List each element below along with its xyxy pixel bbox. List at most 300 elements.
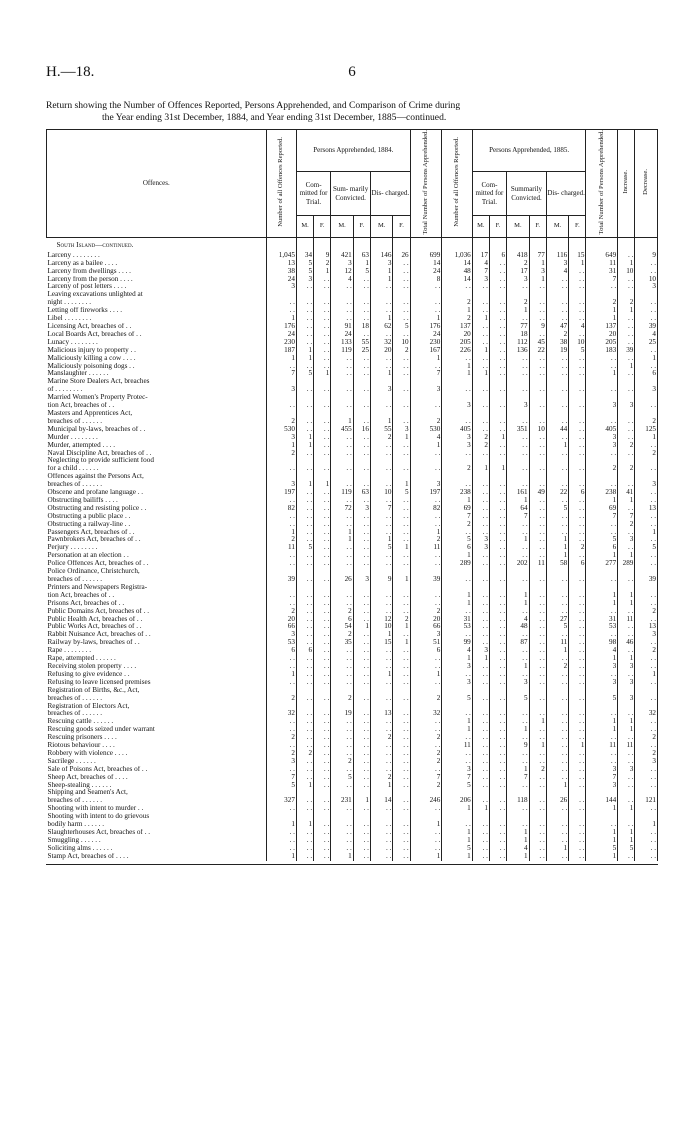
cell-value: . . [569, 315, 586, 323]
cell-value: 1 [353, 623, 370, 631]
cell-value [546, 457, 568, 465]
cell-value: . . [331, 402, 353, 410]
cell-value: . . [410, 513, 442, 521]
offence-label: Robbery with violence . . . . [47, 749, 128, 757]
cell-value: . . [472, 639, 489, 647]
cell-value: . . [314, 631, 331, 639]
cell-value: . . [569, 821, 586, 829]
cell-value: . . [489, 845, 506, 853]
cell-value: 238 [586, 489, 618, 497]
cell-value: 11 [618, 742, 635, 750]
cell-value: . . [353, 402, 370, 410]
cell-value: 1 [618, 837, 635, 845]
table-row [47, 576, 658, 584]
offence-label: Licensing Act, breaches of . . [47, 323, 132, 331]
cell-value: . . [635, 347, 658, 355]
cell-value: 15 [569, 252, 586, 260]
section-label: South Island—continued. [56, 240, 134, 249]
cell-value: . . [393, 797, 410, 805]
cell-value: . . [370, 758, 392, 766]
cell-value: 1 [586, 370, 618, 378]
cell-value: . . [546, 608, 568, 616]
cell-value: . . [489, 695, 506, 703]
table-row [47, 370, 658, 378]
cell-value: . . [331, 497, 353, 505]
cell-value: 1 [393, 481, 410, 489]
cell-value: . . [546, 671, 568, 679]
cell-value: . . [314, 766, 331, 774]
cell-value: . . [472, 481, 489, 489]
cell-value: . . [546, 307, 568, 315]
cell-value [353, 687, 370, 695]
offence-label: Stamp Act, breaches of . . . . [47, 852, 129, 860]
cell-value [507, 291, 529, 299]
cell-value: 16 [353, 426, 370, 434]
cell-value: . . [410, 766, 442, 774]
cell-value: . . [489, 671, 506, 679]
cell-value: 2 [331, 695, 353, 703]
cell-value: . . [353, 386, 370, 394]
cell-value: . . [314, 552, 331, 560]
cell-value: 3 [586, 782, 618, 790]
cell-value: . . [266, 679, 296, 687]
cell-value: . . [472, 718, 489, 726]
cell-value [370, 457, 392, 465]
cell-value: . . [546, 758, 568, 766]
cell-value [331, 473, 353, 481]
cell-value: 1 [618, 726, 635, 734]
cell-value: . . [569, 536, 586, 544]
cell-value [393, 703, 410, 711]
cell-value: . . [489, 782, 506, 790]
cell-value: 1 [370, 631, 392, 639]
cell-value [296, 703, 313, 711]
cell-value: . . [331, 521, 353, 529]
table-row [47, 521, 658, 529]
cell-value: . . [472, 307, 489, 315]
cell-value: . . [331, 513, 353, 521]
cell-value: . . [472, 671, 489, 679]
table-row [47, 402, 658, 410]
offence-label: Rescuing goods seized under warrant [47, 726, 155, 734]
cell-value: . . [546, 434, 568, 442]
decrease-header: Decrease. [635, 130, 658, 238]
cell-value: 1,036 [442, 252, 472, 260]
cell-value: . . [529, 616, 546, 624]
cell-value: 1 [370, 782, 392, 790]
offence-label: Masters and Apprentices Act, [47, 409, 133, 417]
cell-value: . . [635, 592, 658, 600]
offence-label: Marine Store Dealers Act, breaches [47, 378, 150, 386]
cell-value [442, 394, 472, 402]
cell-value: 2 [618, 299, 635, 307]
cell-value: . . [618, 434, 635, 442]
cell-value: 10 [370, 623, 392, 631]
cell-value: 4 [507, 845, 529, 853]
offence-label: Malicious injury to property . . [47, 346, 136, 354]
cell-value: . . [296, 307, 313, 315]
cell-value [529, 813, 546, 821]
cell-value: . . [296, 363, 313, 371]
cell-value: 87 [507, 639, 529, 647]
cell-value: . . [296, 655, 313, 663]
table-row [47, 378, 658, 386]
cell-value: 1 [472, 370, 489, 378]
cell-value: . . [296, 671, 313, 679]
cell-value [586, 291, 618, 299]
cell-value: . . [314, 837, 331, 845]
cell-value [353, 394, 370, 402]
cell-value: . . [353, 450, 370, 458]
offence-label: Obstructing a public place . . [47, 512, 131, 520]
cell-value: 1 [331, 536, 353, 544]
cell-value: . . [569, 331, 586, 339]
cell-value: . . [569, 386, 586, 394]
cell-value: . . [331, 315, 353, 323]
offence-label: bodily harm . . . . . . [47, 821, 104, 829]
cell-value: 1 [586, 829, 618, 837]
cell-value: . . [296, 529, 313, 537]
offence-label: breaches of . . . . . . [47, 710, 102, 718]
cell-value [635, 394, 658, 402]
table-row [47, 710, 658, 718]
table-row [47, 505, 658, 513]
cell-value [546, 410, 568, 418]
cell-value: 10 [635, 276, 658, 284]
offences-table [46, 129, 658, 861]
cell-value: 2 [635, 418, 658, 426]
cell-value: 64 [507, 505, 529, 513]
cell-value: 1 [410, 315, 442, 323]
cell-value: 1 [529, 718, 546, 726]
cell-value [635, 584, 658, 592]
table-row [47, 600, 658, 608]
cell-value: 5 [546, 505, 568, 513]
offence-label: Registration of Electors Act, [47, 702, 130, 710]
cell-value: . . [353, 821, 370, 829]
cell-value: . . [331, 837, 353, 845]
cell-value: 63 [353, 489, 370, 497]
cell-value: . . [331, 544, 353, 552]
cell-value [442, 291, 472, 299]
cell-value: . . [314, 592, 331, 600]
cell-value: 9 [370, 576, 392, 584]
cell-value: 46 [618, 639, 635, 647]
cell-value: . . [393, 513, 410, 521]
f-header: F. [489, 216, 506, 238]
cell-value [442, 789, 472, 797]
cell-value: 1 [507, 592, 529, 600]
cell-value: 2 [410, 695, 442, 703]
cell-value: 144 [586, 797, 618, 805]
cell-value: 11 [442, 742, 472, 750]
cell-value: . . [410, 600, 442, 608]
cell-value: . . [296, 766, 313, 774]
cell-value: . . [546, 402, 568, 410]
cell-value: . . [569, 442, 586, 450]
offence-label: Obstructing bailiffs . . . . [47, 496, 118, 504]
cell-value: . . [331, 766, 353, 774]
cell-value: . . [296, 418, 313, 426]
cell-value [353, 568, 370, 576]
cell-value [507, 813, 529, 821]
cell-value [529, 457, 546, 465]
cell-value: . . [507, 283, 529, 291]
cell-value: 48 [442, 268, 472, 276]
cell-value: . . [569, 655, 586, 663]
cell-value: . . [370, 481, 392, 489]
cell-value [296, 789, 313, 797]
cell-value: . . [546, 750, 568, 758]
cell-value: 2 [266, 695, 296, 703]
cell-value: 10 [393, 339, 410, 347]
cell-value: 7 [442, 774, 472, 782]
cell-value: . . [569, 679, 586, 687]
cell-value: . . [546, 679, 568, 687]
cell-value: . . [353, 647, 370, 655]
cell-value: 1 [393, 544, 410, 552]
cell-value: 1 [586, 718, 618, 726]
cell-value [586, 394, 618, 402]
cell-value: . . [529, 497, 546, 505]
cell-value: . . [529, 544, 546, 552]
cell-value: . . [410, 450, 442, 458]
cell-value: 3 [618, 695, 635, 703]
cell-value [370, 703, 392, 711]
cell-value: . . [489, 481, 506, 489]
cell-value: . . [569, 710, 586, 718]
cell-value: . . [314, 663, 331, 671]
cell-value: 1 [266, 529, 296, 537]
offence-label: Railway by-laws, breaches of . . [47, 639, 140, 647]
cell-value: 1 [442, 592, 472, 600]
cell-value: . . [489, 497, 506, 505]
cell-value [635, 687, 658, 695]
cell-value: 2 [410, 750, 442, 758]
cell-value: . . [546, 386, 568, 394]
cell-value [331, 457, 353, 465]
cell-value [489, 703, 506, 711]
cell-value: 5 [569, 347, 586, 355]
cell-value [370, 813, 392, 821]
cell-value [635, 568, 658, 576]
cell-value: 1 [314, 370, 331, 378]
cell-value: . . [393, 821, 410, 829]
cell-value: . . [353, 481, 370, 489]
cell-value: . . [546, 370, 568, 378]
cell-value [635, 291, 658, 299]
cell-value: 6 [442, 544, 472, 552]
cell-value [296, 687, 313, 695]
cell-value: . . [410, 655, 442, 663]
cell-value: 3 [266, 631, 296, 639]
m-header: M. [370, 216, 392, 238]
cell-value: . . [489, 742, 506, 750]
cell-value: 161 [507, 489, 529, 497]
table-row [47, 853, 658, 861]
cell-value [331, 703, 353, 711]
cell-value: . . [370, 766, 392, 774]
cell-value: 4 [507, 616, 529, 624]
cell-value: . . [296, 845, 313, 853]
cell-value [331, 584, 353, 592]
table-row [47, 695, 658, 703]
cell-value: 3 [618, 402, 635, 410]
offence-label: Refusing to leave licensed premises [47, 678, 151, 686]
cell-value: . . [569, 521, 586, 529]
cell-value: 20 [442, 331, 472, 339]
cell-value: 1 [569, 260, 586, 268]
cell-value: 1 [472, 465, 489, 473]
offence-label: Public Health Act, breaches of . . [47, 615, 143, 623]
cell-value [618, 394, 635, 402]
cell-value: . . [296, 616, 313, 624]
cell-value: . . [393, 529, 410, 537]
report-code: H.—18. [46, 64, 95, 80]
cell-value: . . [331, 450, 353, 458]
cell-value: . . [353, 497, 370, 505]
cell-value: 1 [618, 260, 635, 268]
cell-value: 98 [586, 639, 618, 647]
cell-value [569, 378, 586, 386]
cell-value: . . [296, 402, 313, 410]
cell-value: 2 [586, 465, 618, 473]
cell-value: . . [489, 513, 506, 521]
cell-value: . . [353, 758, 370, 766]
offence-label: Public Domains Act, breaches of . . [47, 607, 150, 615]
apprehended-1884-header: Persons Apprehended, 1884. [296, 130, 410, 172]
cell-value [442, 473, 472, 481]
cell-value: 1 [618, 592, 635, 600]
cell-value: . . [331, 600, 353, 608]
cell-value: 649 [586, 252, 618, 260]
cell-value: 6 [569, 489, 586, 497]
cell-value: . . [353, 655, 370, 663]
cell-value: . . [569, 758, 586, 766]
cell-value: 1 [546, 845, 568, 853]
cell-value: 4 [331, 276, 353, 284]
offence-label: Shooting with intent to do grievous [47, 813, 150, 821]
cell-value: . . [472, 600, 489, 608]
cell-value: . . [635, 560, 658, 568]
cell-value: 1 [442, 497, 472, 505]
cell-value: . . [529, 355, 546, 363]
cell-value: . . [529, 782, 546, 790]
cell-value: . . [472, 355, 489, 363]
cell-value: . . [393, 805, 410, 813]
cell-value [489, 473, 506, 481]
cell-value: 238 [442, 489, 472, 497]
cell-value: . . [569, 766, 586, 774]
cell-value [569, 568, 586, 576]
cell-value: . . [296, 465, 313, 473]
page-header [46, 64, 658, 84]
cell-value: . . [635, 639, 658, 647]
cell-value [618, 378, 635, 386]
cell-value: 3 [618, 679, 635, 687]
cell-value [296, 813, 313, 821]
cell-value: . . [529, 837, 546, 845]
cell-value: 2 [331, 631, 353, 639]
cell-value: 2 [472, 434, 489, 442]
cell-value [489, 568, 506, 576]
cell-value: 3 [472, 544, 489, 552]
cell-value: . . [529, 299, 546, 307]
cell-value: 2 [618, 442, 635, 450]
cell-value: 1 [266, 671, 296, 679]
cell-value: 20 [370, 347, 392, 355]
cell-value: . . [618, 355, 635, 363]
cell-value: 17 [472, 252, 489, 260]
cell-value: 2 [266, 608, 296, 616]
cell-value: . . [442, 418, 472, 426]
offence-label: breaches of . . . . . . [47, 417, 102, 425]
cell-value [296, 410, 313, 418]
cell-value: 1 [529, 260, 546, 268]
cell-value: 31 [586, 268, 618, 276]
offence-label: Murder, attempted . . . . [47, 441, 116, 449]
offence-label: breaches of . . . . . . [47, 797, 102, 805]
cell-value: . . [546, 821, 568, 829]
cell-value: 1 [489, 434, 506, 442]
cell-value: . . [442, 608, 472, 616]
cell-value: . . [266, 845, 296, 853]
cell-value [546, 703, 568, 711]
table-row [47, 450, 658, 458]
cell-value: . . [353, 560, 370, 568]
cell-value: . . [314, 774, 331, 782]
cell-value: 3 [507, 276, 529, 284]
cell-value: . . [331, 805, 353, 813]
cell-value: . . [618, 276, 635, 284]
offence-label: Receiving stolen property . . . . [47, 662, 137, 670]
cell-value: . . [618, 283, 635, 291]
apprehended-1885-header: Persons Apprehended, 1885. [472, 130, 586, 172]
cell-value [507, 703, 529, 711]
cell-value: 2 [410, 536, 442, 544]
cell-value: 58 [546, 560, 568, 568]
cell-value: 1 [442, 307, 472, 315]
cell-value: 32 [370, 339, 392, 347]
cell-value: . . [472, 592, 489, 600]
cell-value [507, 473, 529, 481]
cell-value: 14 [410, 260, 442, 268]
cell-value [410, 789, 442, 797]
cell-value: . . [296, 631, 313, 639]
cell-value: 1 [507, 829, 529, 837]
cell-value: . . [331, 560, 353, 568]
cell-value: . . [353, 370, 370, 378]
cell-value [410, 394, 442, 402]
cell-value [489, 457, 506, 465]
cell-value: . . [331, 750, 353, 758]
cell-value: . . [393, 671, 410, 679]
cell-value: . . [266, 560, 296, 568]
cell-value: . . [442, 576, 472, 584]
cell-value [353, 789, 370, 797]
table-header [47, 130, 658, 238]
cell-value: 5 [370, 544, 392, 552]
cell-value [586, 457, 618, 465]
cell-value: 3 [586, 442, 618, 450]
cell-value: . . [472, 695, 489, 703]
cell-value: 4 [569, 323, 586, 331]
cell-value: . . [331, 386, 353, 394]
cell-value: . . [331, 355, 353, 363]
cell-value: . . [507, 821, 529, 829]
cell-value: 5 [442, 782, 472, 790]
cell-value: . . [296, 758, 313, 766]
